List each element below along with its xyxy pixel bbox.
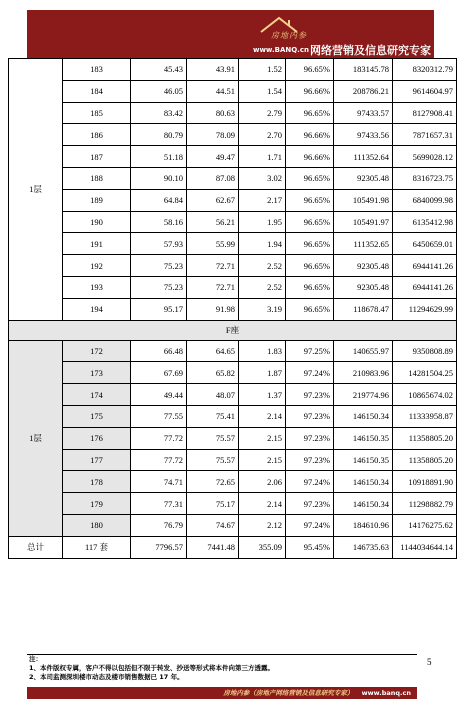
table-row bbox=[9, 514, 457, 536]
table-cell: 111352.64 bbox=[334, 146, 393, 168]
table-cell: 14281504.25 bbox=[393, 362, 457, 384]
unit-number: 187 bbox=[63, 146, 131, 168]
table-cell: 8127908.41 bbox=[393, 102, 457, 124]
table-cell: 9350808.89 bbox=[393, 340, 457, 362]
table-cell: 7871657.31 bbox=[393, 124, 457, 146]
unit-number: 176 bbox=[63, 427, 131, 449]
table-cell: 6944141.26 bbox=[393, 255, 457, 277]
unit-number: 179 bbox=[63, 493, 131, 515]
table-cell: 6840099.98 bbox=[393, 189, 457, 211]
table-cell: 6450659.01 bbox=[393, 233, 457, 255]
section-f-header bbox=[9, 320, 457, 340]
unit-number: 172 bbox=[63, 340, 131, 362]
table-row bbox=[9, 189, 457, 211]
unit-number: 188 bbox=[63, 167, 131, 189]
table-cell: 2.52 bbox=[239, 255, 286, 277]
table-cell: 97.23% bbox=[286, 384, 334, 406]
table-cell: 2.17 bbox=[239, 189, 286, 211]
table-cell: 1.37 bbox=[239, 384, 286, 406]
table-cell: 56.21 bbox=[187, 211, 239, 233]
table-cell: 55.99 bbox=[187, 233, 239, 255]
table-cell: 96.65% bbox=[286, 298, 334, 320]
table-cell: 45.43 bbox=[131, 59, 187, 81]
table-cell: 140655.97 bbox=[334, 340, 393, 362]
table-cell: 2.15 bbox=[239, 449, 286, 471]
table-cell: 80.63 bbox=[187, 102, 239, 124]
section-a-body bbox=[9, 59, 457, 321]
table-cell: 96.65% bbox=[286, 59, 334, 81]
table-cell: 67.69 bbox=[131, 362, 187, 384]
table-cell: 66.48 bbox=[131, 340, 187, 362]
table-cell: 96.66% bbox=[286, 80, 334, 102]
unit-number: 173 bbox=[63, 362, 131, 384]
table-cell: 146150.35 bbox=[334, 427, 393, 449]
table-cell: 75.23 bbox=[131, 255, 187, 277]
table-cell: 43.91 bbox=[187, 59, 239, 81]
table-cell: 75.57 bbox=[187, 427, 239, 449]
logo bbox=[253, 16, 431, 57]
table-cell: 75.41 bbox=[187, 405, 239, 427]
table-cell: 3.02 bbox=[239, 167, 286, 189]
table-row bbox=[9, 255, 457, 277]
table-cell: 96.65% bbox=[286, 189, 334, 211]
table-cell: 97433.56 bbox=[334, 124, 393, 146]
total-label: 总计 bbox=[9, 536, 63, 558]
table-cell: 87.08 bbox=[187, 167, 239, 189]
table-cell: 64.65 bbox=[187, 340, 239, 362]
table-cell: 97.25% bbox=[286, 340, 334, 362]
table-cell: 11298882.79 bbox=[393, 493, 457, 515]
table-cell: 2.79 bbox=[239, 102, 286, 124]
table-cell: 96.65% bbox=[286, 276, 334, 298]
table-cell: 75.23 bbox=[131, 276, 187, 298]
table-cell: 11294629.99 bbox=[393, 298, 457, 320]
floor-label: 1层 bbox=[9, 59, 63, 321]
table-row bbox=[9, 233, 457, 255]
header-title: 网络营销及信息研究专家 bbox=[310, 44, 431, 57]
unit-number: 178 bbox=[63, 471, 131, 493]
total-cell: 355.09 bbox=[239, 536, 286, 558]
footer-notes bbox=[27, 655, 417, 687]
table-cell: 58.16 bbox=[131, 211, 187, 233]
table-cell: 1.94 bbox=[239, 233, 286, 255]
table-cell: 111352.65 bbox=[334, 233, 393, 255]
logo-brand-text: 房地内参 bbox=[271, 31, 307, 40]
table-cell: 118678.47 bbox=[334, 298, 393, 320]
table-cell: 77.72 bbox=[131, 449, 187, 471]
table-cell: 75.57 bbox=[187, 449, 239, 471]
table-cell: 97.24% bbox=[286, 514, 334, 536]
note-item: 1、本件版权专属，客户不得以包括但不限于转发、抄送等形式将本件向第三方透露。 bbox=[29, 664, 275, 672]
table-row bbox=[9, 298, 457, 320]
table-row bbox=[9, 102, 457, 124]
table-cell: 97.23% bbox=[286, 405, 334, 427]
total-cell: 1144034644.14 bbox=[393, 536, 457, 558]
table-cell: 96.65% bbox=[286, 255, 334, 277]
table-cell: 1.83 bbox=[239, 340, 286, 362]
table-cell: 97.23% bbox=[286, 493, 334, 515]
header-banner bbox=[27, 10, 434, 58]
unit-number: 191 bbox=[63, 233, 131, 255]
table-cell: 8316723.75 bbox=[393, 167, 457, 189]
section-title-row bbox=[9, 320, 457, 340]
table-cell: 2.52 bbox=[239, 276, 286, 298]
unit-number: 190 bbox=[63, 211, 131, 233]
table-cell: 146150.34 bbox=[334, 471, 393, 493]
table-cell: 96.65% bbox=[286, 102, 334, 124]
table-cell: 74.67 bbox=[187, 514, 239, 536]
table-cell: 5699028.12 bbox=[393, 146, 457, 168]
table-cell: 146150.34 bbox=[334, 405, 393, 427]
sales-table bbox=[8, 58, 457, 559]
table-cell: 2.14 bbox=[239, 493, 286, 515]
table-cell: 97.23% bbox=[286, 449, 334, 471]
floor-label: 1层 bbox=[9, 340, 63, 536]
footer-bar bbox=[27, 687, 417, 699]
table-cell: 62.67 bbox=[187, 189, 239, 211]
total-cell: 146735.63 bbox=[334, 536, 393, 558]
table-cell: 92305.48 bbox=[334, 255, 393, 277]
table-cell: 44.51 bbox=[187, 80, 239, 102]
table-cell: 1.71 bbox=[239, 146, 286, 168]
table-cell: 95.17 bbox=[131, 298, 187, 320]
table-cell: 146150.35 bbox=[334, 449, 393, 471]
table-cell: 2.14 bbox=[239, 405, 286, 427]
table-cell: 208786.21 bbox=[334, 80, 393, 102]
total-units: 117 套 bbox=[63, 536, 131, 558]
table-cell: 183145.78 bbox=[334, 59, 393, 81]
logo-url: www.BANQ.cn bbox=[253, 46, 309, 54]
table-cell: 64.84 bbox=[131, 189, 187, 211]
table-cell: 14176275.62 bbox=[393, 514, 457, 536]
table-cell: 65.82 bbox=[187, 362, 239, 384]
table-cell: 96.65% bbox=[286, 233, 334, 255]
table-cell: 77.31 bbox=[131, 493, 187, 515]
table-cell: 77.55 bbox=[131, 405, 187, 427]
table-cell: 2.12 bbox=[239, 514, 286, 536]
unit-number: 189 bbox=[63, 189, 131, 211]
table-row bbox=[9, 124, 457, 146]
table-cell: 75.17 bbox=[187, 493, 239, 515]
table-row bbox=[9, 59, 457, 81]
total-row bbox=[9, 536, 457, 558]
table-cell: 146150.34 bbox=[334, 493, 393, 515]
unit-number: 193 bbox=[63, 276, 131, 298]
total-cell: 95.45% bbox=[286, 536, 334, 558]
unit-number: 184 bbox=[63, 80, 131, 102]
table-cell: 219774.96 bbox=[334, 384, 393, 406]
table-row bbox=[9, 167, 457, 189]
table-cell: 76.79 bbox=[131, 514, 187, 536]
table-row bbox=[9, 384, 457, 406]
table-cell: 6944141.26 bbox=[393, 276, 457, 298]
table-row bbox=[9, 471, 457, 493]
table-cell: 10865674.02 bbox=[393, 384, 457, 406]
table-row bbox=[9, 493, 457, 515]
table-cell: 1.95 bbox=[239, 211, 286, 233]
unit-number: 180 bbox=[63, 514, 131, 536]
table-cell: 10918891.90 bbox=[393, 471, 457, 493]
table-row bbox=[9, 80, 457, 102]
table-cell: 1.87 bbox=[239, 362, 286, 384]
table-cell: 46.05 bbox=[131, 80, 187, 102]
total-body bbox=[9, 536, 457, 558]
table-row bbox=[9, 405, 457, 427]
note-item: 2、本司监测深圳楼市动态及楼市销售数据已 17 年。 bbox=[29, 673, 184, 681]
table-row bbox=[9, 449, 457, 471]
table-cell: 105491.98 bbox=[334, 189, 393, 211]
table-row bbox=[9, 211, 457, 233]
section-f-body bbox=[9, 340, 457, 536]
table-cell: 97.24% bbox=[286, 471, 334, 493]
table-row bbox=[9, 362, 457, 384]
table-row bbox=[9, 427, 457, 449]
table-cell: 2.06 bbox=[239, 471, 286, 493]
table-cell: 11333958.87 bbox=[393, 405, 457, 427]
table-cell: 96.65% bbox=[286, 211, 334, 233]
table-cell: 105491.97 bbox=[334, 211, 393, 233]
total-cell: 7441.48 bbox=[187, 536, 239, 558]
unit-number: 174 bbox=[63, 384, 131, 406]
table-cell: 92305.48 bbox=[334, 167, 393, 189]
table-cell: 72.71 bbox=[187, 276, 239, 298]
table-cell: 1.52 bbox=[239, 59, 286, 81]
table-cell: 49.47 bbox=[187, 146, 239, 168]
table-cell: 80.79 bbox=[131, 124, 187, 146]
table-cell: 74.71 bbox=[131, 471, 187, 493]
table-cell: 11358805.20 bbox=[393, 427, 457, 449]
table-cell: 83.42 bbox=[131, 102, 187, 124]
table-cell: 72.65 bbox=[187, 471, 239, 493]
footer-text: 房地内参（房地产网络营销及信息研究专家） bbox=[223, 689, 354, 697]
table-cell: 49.44 bbox=[131, 384, 187, 406]
table-cell: 3.19 bbox=[239, 298, 286, 320]
table-cell: 91.98 bbox=[187, 298, 239, 320]
footer-url: www.banq.cn bbox=[361, 689, 411, 697]
unit-number: 194 bbox=[63, 298, 131, 320]
table-cell: 8320312.79 bbox=[393, 59, 457, 81]
table-cell: 57.93 bbox=[131, 233, 187, 255]
unit-number: 186 bbox=[63, 124, 131, 146]
table-cell: 51.18 bbox=[131, 146, 187, 168]
table-cell: 2.15 bbox=[239, 427, 286, 449]
table-cell: 90.10 bbox=[131, 167, 187, 189]
unit-number: 175 bbox=[63, 405, 131, 427]
unit-number: 177 bbox=[63, 449, 131, 471]
table-cell: 48.07 bbox=[187, 384, 239, 406]
table-cell: 78.09 bbox=[187, 124, 239, 146]
table-row bbox=[9, 340, 457, 362]
table-cell: 97.23% bbox=[286, 427, 334, 449]
table-cell: 11358805.20 bbox=[393, 449, 457, 471]
table-cell: 96.65% bbox=[286, 167, 334, 189]
table-cell: 92305.48 bbox=[334, 276, 393, 298]
table-cell: 1.54 bbox=[239, 80, 286, 102]
table-cell: 77.72 bbox=[131, 427, 187, 449]
notes-heading: 注： bbox=[29, 655, 42, 663]
total-cell: 7796.57 bbox=[131, 536, 187, 558]
table-cell: 2.70 bbox=[239, 124, 286, 146]
page-number: 5 bbox=[427, 657, 432, 667]
table-cell: 96.66% bbox=[286, 146, 334, 168]
table-row bbox=[9, 276, 457, 298]
unit-number: 192 bbox=[63, 255, 131, 277]
table-cell: 96.66% bbox=[286, 124, 334, 146]
table-cell: 184610.96 bbox=[334, 514, 393, 536]
table-cell: 72.71 bbox=[187, 255, 239, 277]
table-cell: 97.24% bbox=[286, 362, 334, 384]
table-cell: 6135412.98 bbox=[393, 211, 457, 233]
table-row bbox=[9, 146, 457, 168]
table-cell: 9614604.97 bbox=[393, 80, 457, 102]
section-f-title: F座 bbox=[9, 320, 457, 340]
unit-number: 183 bbox=[63, 59, 131, 81]
table-cell: 97433.57 bbox=[334, 102, 393, 124]
table-cell: 210983.96 bbox=[334, 362, 393, 384]
unit-number: 185 bbox=[63, 102, 131, 124]
